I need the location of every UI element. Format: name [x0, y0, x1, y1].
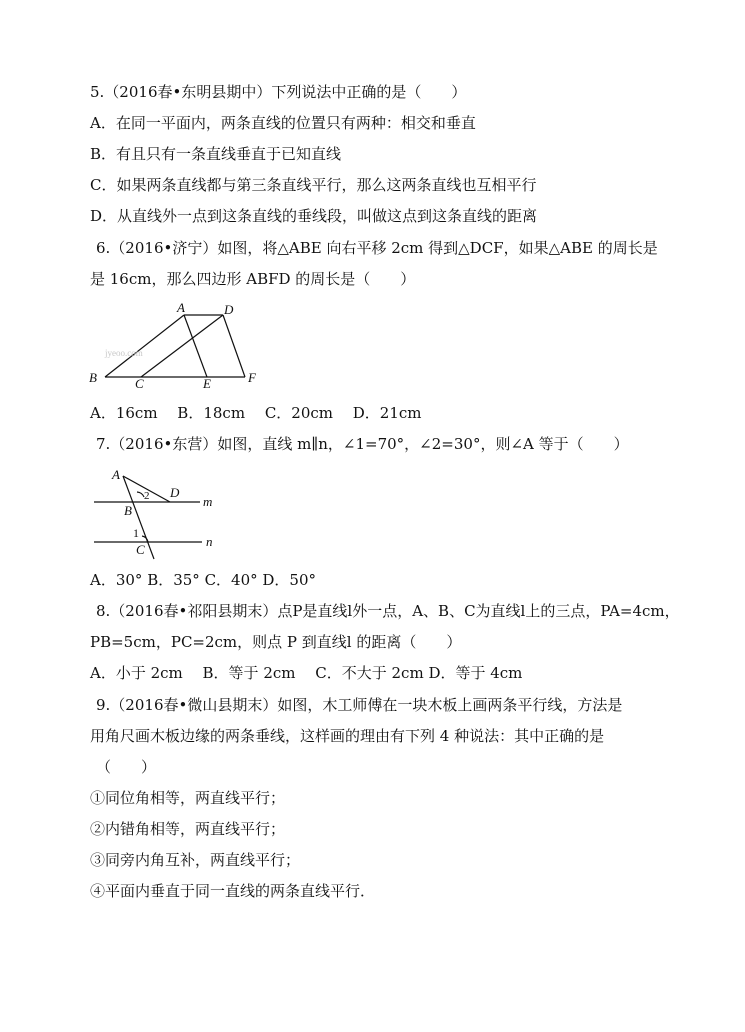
q7-label-c: C [136, 542, 145, 557]
q7-figure [90, 466, 230, 561]
q5-option-a: A．在同一平面内，两条直线的位置只有两种：相交和垂直 [90, 114, 476, 132]
q9-stem-line1: 9.（2016春•微山县期末）如图，木工师傅在一块木板上画两条平行线，方法是 [96, 696, 623, 714]
q6-figure [85, 298, 275, 393]
q6-label-f: F [248, 370, 256, 385]
q6-label-d: D [224, 302, 234, 317]
q6-segment-ba [105, 315, 184, 377]
q7-angle-2-arc [137, 492, 144, 497]
q7-label-b: B [124, 503, 132, 518]
q6-options: A．16cm B．18cm C．20cm D．21cm [90, 404, 422, 422]
q7-label-d: D [170, 485, 180, 500]
q5-option-b: B．有且只有一条直线垂直于已知直线 [90, 145, 342, 163]
q6-label-b: B [89, 370, 97, 385]
q7-label-m: m [203, 494, 213, 509]
q5-option-d: D．从直线外一点到这条直线的垂线段，叫做这点到这条直线的距离 [90, 207, 538, 225]
q5-stem: 5.（2016春•东明县期中）下列说法中正确的是（ ） [90, 83, 467, 101]
q9-statement-3: ③同旁内角互补，两直线平行； [90, 851, 301, 869]
q7-stem: 7.（2016•东营）如图，直线 m∥n，∠1=70°，∠2=30°，则∠A 等于（ ） [96, 435, 629, 453]
q6-segment-cd [141, 315, 223, 377]
q7-label-angle-1: 1 [133, 526, 139, 540]
q6-segment-ae [184, 315, 207, 377]
q5-option-c: C．如果两条直线都与第三条直线平行，那么这两条直线也互相平行 [90, 176, 537, 194]
q7-label-a: A [112, 467, 120, 482]
q6-watermark: jyeoo.com [105, 348, 143, 358]
q6-label-c: C [135, 376, 144, 391]
q9-statement-2: ②内错角相等，两直线平行； [90, 820, 286, 838]
q6-stem-line2: 是 16cm，那么四边形 ABFD 的周长是（ ） [90, 270, 416, 288]
q9-stem-line3: （ ） [96, 758, 157, 776]
q7-label-n: n [206, 534, 213, 549]
q9-stem-line2: 用角尺画木板边缘的两条垂线，这样画的理由有下列 4 种说法：其中正确的是 [90, 727, 605, 745]
q6-stem-line1: 6.（2016•济宁）如图，将△ABE 向右平移 2cm 得到△DCF，如果△ABE 的周长是 [96, 239, 658, 257]
q8-stem-line2: PB=5cm，PC=2cm，则点 P 到直线l 的距离（ ） [90, 633, 462, 651]
q8-stem-line1: 8.（2016春•祁阳县期末）点P是直线l外一点，A、B、C为直线l上的三点，PA=4cm， [96, 602, 680, 620]
q9-statement-1: ①同位角相等，两直线平行； [90, 789, 286, 807]
q7-options: A．30° B．35° C．40° D．50° [90, 571, 317, 589]
q6-label-e: E [203, 376, 211, 391]
q6-segment-df [223, 315, 245, 377]
q6-label-a: A [177, 300, 185, 315]
q7-label-angle-2: 2 [144, 490, 150, 502]
q8-options: A．小于 2cm B．等于 2cm C．不大于 2cm D．等于 4cm [90, 664, 523, 682]
q9-statement-4: ④平面内垂直于同一直线的两条直线平行． [90, 882, 376, 900]
